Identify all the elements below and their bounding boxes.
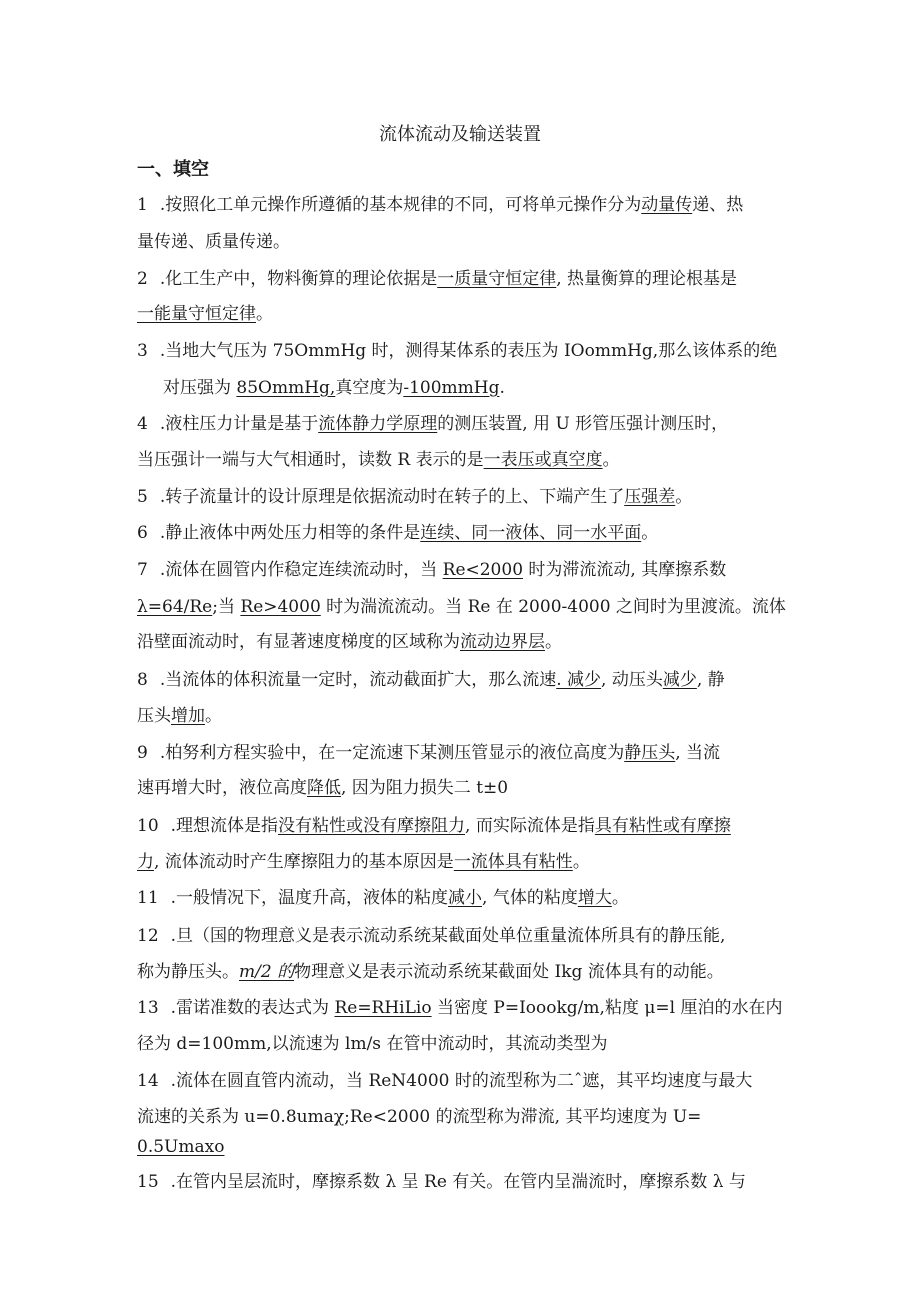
q14-answer: 0.5Umaxo bbox=[137, 1137, 225, 1157]
q9-answer-2: 降低 bbox=[307, 778, 341, 798]
q5-answer: 压强差 bbox=[624, 487, 676, 507]
q10-line-2: 力, 流体流动时产生摩擦阻力的基本原因是一流体具有粘性。 bbox=[137, 852, 590, 872]
q1-line-2: 量传递、质量传递。 bbox=[137, 232, 290, 252]
q5-number: 5 bbox=[137, 487, 148, 507]
q2-answer-1: 一质量守恒定律 bbox=[437, 269, 557, 289]
q8-answer-2: 减少 bbox=[662, 670, 697, 690]
q11-answer-2: 增大 bbox=[577, 888, 612, 908]
q12-line-1: 12 .旦（国的物理意义是表示流动系统某截面处单位重量流体所具有的静压能, bbox=[137, 926, 726, 946]
q3-line-2: 对压强为 85OmmHg,真空度为-100mmHg. bbox=[163, 378, 505, 398]
q3-line-1: 3 .当地大气压为 75OmmHg 时，测得某体系的表压为 IOommHg,那么该体系的绝 bbox=[137, 341, 778, 361]
q14-line-2: 流速的关系为 u=0.8umaχ;Re<2000 的流型称为滞流, 其平均速度为 U= bbox=[137, 1107, 702, 1127]
q12-number: 12 bbox=[137, 926, 159, 946]
q7-number: 7 bbox=[137, 560, 148, 580]
q10-line-1: 10 .理想流体是指没有粘性或没有摩擦阻力, 而实际流体是指具有粘性或有摩擦 bbox=[137, 816, 731, 836]
q13-line-2: 径为 d=100mm,以流速为 lm/s 在管中流动时，其流动类型为 bbox=[137, 1034, 608, 1054]
q2-number: 2 bbox=[137, 269, 148, 289]
q14-line-1: 14 .流体在圆直管内流动，当 ReN4000 时的流型称为二ˆ遮，其平均速度与最大 bbox=[137, 1071, 753, 1091]
q6-line-1: 6 .静止液体中两处压力相等的条件是连续、同一液体、同一水平面。 bbox=[137, 523, 659, 543]
q2-line-2: 一能量守恒定律。 bbox=[137, 304, 273, 324]
section-heading: 一、填空 bbox=[137, 159, 209, 180]
q4-line-1: 4 .液柱压力计量是基于流体静力学原理的测压装置, 用 U 形管压强计测压时， bbox=[137, 414, 729, 434]
q10-answer-2: 具有粘性或有摩擦 bbox=[594, 816, 731, 836]
q11-number: 11 bbox=[137, 888, 159, 908]
q7-line-3: 沿壁面流动时，有显著速度梯度的区域称为流动边界层。 bbox=[137, 632, 562, 652]
q8-answer-3: 增加 bbox=[171, 706, 205, 726]
q5-line-1: 5 .转子流量计的设计原理是依据流动时在转子的上、下端产生了压强差。 bbox=[137, 487, 693, 507]
q13-line-1: 13 .雷诺准数的表达式为 Re=RHiLio 当密度 P=Ioookg/m,粘度 μ=l 厘泊的水在内 bbox=[137, 998, 783, 1018]
q8-number: 8 bbox=[137, 670, 148, 690]
q11-answer-1: 减小 bbox=[448, 888, 483, 908]
q13-number: 13 bbox=[137, 998, 159, 1018]
q10-answer-1: 没有粘性或没有摩擦阻力 bbox=[278, 816, 466, 836]
q8-line-1: 8 .当流体的体积流量一定时，流动截面扩大，那么流速. 减少, 动压头减少, 静 bbox=[137, 670, 725, 690]
q3-answer-1: 85OmmHg, bbox=[236, 378, 336, 398]
q9-answer-1: 静压头 bbox=[624, 743, 676, 763]
q4-line-2: 当压强计一端与大气相通时，读数 R 表示的是一表压或真空度。 bbox=[137, 450, 620, 470]
q14-line-3 bbox=[137, 1136, 224, 1158]
q10-answer-3: 力 bbox=[137, 852, 154, 872]
q7-answer-4: 流动边界层 bbox=[460, 632, 545, 652]
q3-answer-2: -100mmHg bbox=[403, 378, 500, 398]
q15-line-1: 15 .在管内呈层流时，摩擦系数 λ 呈 Re 有关。在管内呈湍流时，摩擦系数 λ 与 bbox=[137, 1172, 746, 1192]
q1-answer: 动量传 bbox=[641, 195, 693, 215]
q4-number: 4 bbox=[137, 414, 148, 434]
q7-line-2: λ=64/Re;当 Re>4000 时为湍流流动。当 Re 在 2000-4000 之间时为里渡流。流体 bbox=[137, 597, 786, 617]
q8-answer-1: . 减少 bbox=[556, 670, 602, 690]
q8-line-2: 压头增加。 bbox=[137, 706, 222, 726]
q9-line-2: 速再增大时，液位高度降低, 因为阻力损失二 t±0 bbox=[137, 778, 509, 798]
q2-answer-2: 一能量守恒定律 bbox=[137, 304, 256, 324]
q6-number: 6 bbox=[137, 523, 148, 543]
q7-line-1: 7 .流体在圆管内作稳定连续流动时，当 Re<2000 时为滞流流动, 其摩擦系数 bbox=[137, 560, 727, 580]
q4-answer-1: 流体静力学原理 bbox=[318, 414, 438, 434]
q9-number: 9 bbox=[137, 743, 148, 763]
q2-line-1: 2 .化工生产中，物料衡算的理论依据是一质量守恒定律, 热量衡算的理论根基是 bbox=[137, 269, 738, 289]
q1-number: 1 bbox=[137, 195, 148, 215]
q7-answer-1: Re<2000 bbox=[442, 560, 524, 580]
q1-line-1: 1 .按照化工单元操作所遵循的基本规律的不同，可将单元操作分为动量传递、热 bbox=[137, 195, 744, 215]
q6-answer: 连续、同一液体、同一水平面 bbox=[420, 523, 642, 543]
q7-answer-2: λ=64/Re bbox=[137, 597, 213, 617]
q13-answer: Re=RHiLio bbox=[334, 998, 432, 1018]
q15-number: 15 bbox=[137, 1172, 159, 1192]
q10-number: 10 bbox=[137, 816, 159, 836]
q10-answer-4: 一流体具有粘性 bbox=[453, 852, 573, 872]
q7-answer-3: Re>4000 bbox=[240, 597, 321, 617]
q11-line-1: 11 .一般情况下，温度升高，液体的粘度减小, 气体的粘度增大。 bbox=[137, 888, 629, 908]
q12-line-2: 称为静压头。m/2 的物理意义是表示流动系统某截面处 Ikg 流体具有的动能。 bbox=[137, 962, 724, 982]
q14-number: 14 bbox=[137, 1071, 159, 1091]
q9-line-1: 9 .柏努利方程实验中，在一定流速下某测压管显示的液位高度为静压头, 当流 bbox=[137, 743, 721, 763]
q4-answer-2: 一表压或真空度 bbox=[483, 450, 603, 470]
q12-answer: m/2 的 bbox=[239, 962, 295, 982]
q3-number: 3 bbox=[137, 341, 148, 361]
document-title: 流体流动及输送装置 bbox=[379, 124, 541, 145]
